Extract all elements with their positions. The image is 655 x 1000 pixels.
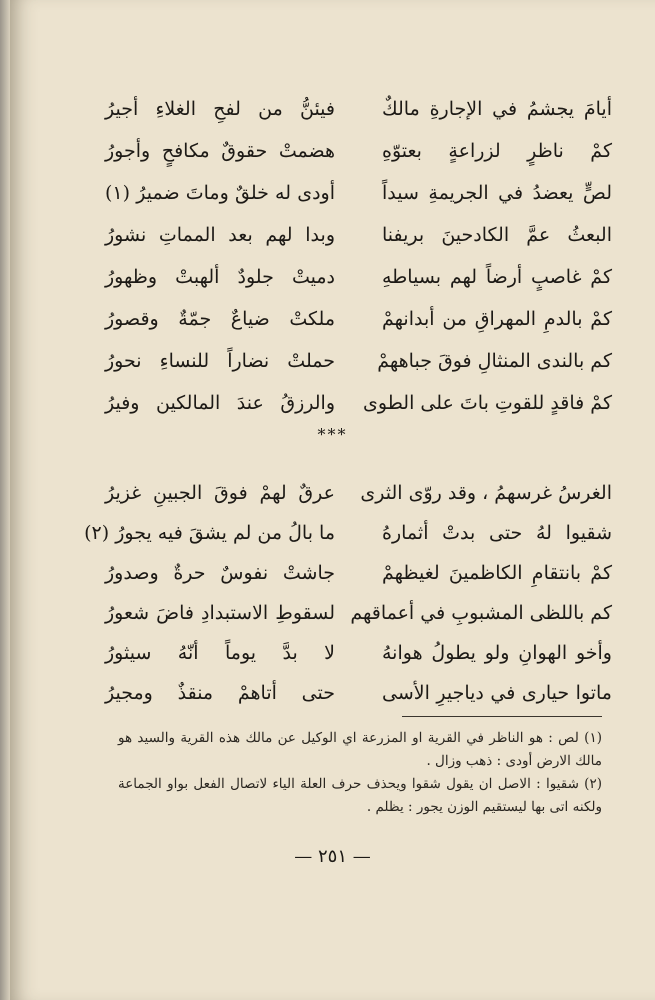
- verse-first-hemistich: كمْ ناظرٍ لزراعةٍ بعتوّهِ: [382, 140, 612, 162]
- footnote-divider: [402, 716, 602, 717]
- verse-line: [10, 298, 655, 340]
- verse-first-hemistich: ماتوا حيارى في دياجيرِ الأسى: [382, 682, 612, 704]
- stanza-separator-stars: ***: [317, 425, 348, 444]
- verse-first-hemistich: الغرسُ غرسهمُ ، وقد روّى الثرى: [360, 482, 612, 504]
- verse-line: [10, 593, 655, 633]
- verse-first-hemistich: لصٍّ يعضدُ في الجريمةِ سيداً: [382, 182, 612, 204]
- verse-line: [10, 473, 655, 513]
- footnote-1: (١) لص : هو الناظر في القرية او المزرعة اي الوكيل عن مالك هذه القرية والسيد هو مالك الارض أودى : ذهب وزال .: [118, 730, 602, 769]
- book-page: [10, 0, 655, 1000]
- verse-second-hemistich: لسقوطِ الاستبدادِ فاضَ شعورُ: [105, 602, 335, 624]
- verse-second-hemistich: ملكتْ ضياعٌ جمّةٌ وقصورُ: [105, 308, 335, 330]
- verse-first-hemistich: كم باللظى المشبوبِ في أعماقهم: [350, 602, 612, 624]
- verse-line: [10, 214, 655, 256]
- book-spine-edge: [0, 0, 10, 1000]
- verse-second-hemistich: والرزقُ عندَ المالكين وفيرُ: [105, 392, 335, 414]
- verse-second-hemistich: وبدا لهم بعد المماتِ نشورُ: [105, 224, 335, 246]
- verse-first-hemistich: شقيوا لهُ حتى بدتْ أثمارهُ: [382, 522, 612, 544]
- verse-line: [10, 172, 655, 214]
- verse-line: [10, 88, 655, 130]
- verse-second-hemistich: ما بالُ من لم يشقَ فيه يجورُ (٢): [84, 522, 335, 544]
- footnotes: [118, 727, 602, 819]
- verse-first-hemistich: أيامَ يجشمُ في الإجارةِ مالكٌ: [382, 98, 612, 120]
- verse-first-hemistich: وأخو الهوانِ ولو يطولُ هوانهُ: [382, 642, 612, 664]
- footnote-2: (٢) شقيوا : الاصل ان يقول شقوا ويحذف حرف العلة الياء لاتصال الفعل بواو الجماعة ولكنه اتى بها ليستقيم الوزن يجور : يظلم .: [118, 776, 602, 815]
- verse-first-hemistich: كمْ غاصبٍ أرضاً لهم بسياطهِ: [382, 266, 612, 288]
- verse-first-hemistich: كم بالندى المنثالِ فوقَ جباههمْ: [377, 350, 612, 372]
- verse-line: [10, 553, 655, 593]
- verse-second-hemistich: حملتْ نضاراً للنساءِ نحورُ: [105, 350, 335, 372]
- verse-line: [10, 633, 655, 673]
- verse-second-hemistich: هضمتْ حقوقٌ مكافحٍ وأجورُ: [105, 140, 335, 162]
- verse-line: [10, 513, 655, 553]
- page-number: — ٢٥١ —: [294, 846, 371, 867]
- verse-second-hemistich: فيئنُّ من لفحِ الغلاءِ أجيرُ: [105, 98, 335, 120]
- verse-line: [10, 340, 655, 382]
- verse-second-hemistich: حتى أتاهمْ منقذٌ ومجيرُ: [105, 682, 335, 704]
- verse-line: [10, 382, 655, 424]
- poem-stanza-1: [10, 88, 655, 424]
- verse-second-hemistich: أودى له خلقٌ وماتَ ضميرُ (١): [105, 182, 335, 204]
- verse-second-hemistich: لا بدَّ يوماً أنّهُ سيثورُ: [105, 642, 335, 664]
- poem-stanza-2: [10, 473, 655, 713]
- verse-second-hemistich: جاشتْ نفوسٌ حرةٌ وصدورُ: [105, 562, 335, 584]
- verse-second-hemistich: دميتْ جلودٌ ألهبتْ وظهورُ: [105, 266, 335, 288]
- verse-line: [10, 256, 655, 298]
- verse-line: [10, 673, 655, 713]
- verse-first-hemistich: كمْ بانتقامِ الكاظمينَ لغيظهمْ: [382, 562, 612, 584]
- verse-line: [10, 130, 655, 172]
- verse-first-hemistich: البعثُ عمَّ الكادحينَ بريفنا: [382, 224, 612, 246]
- verse-second-hemistich: عرقٌ لهمْ فوقَ الجبينِ غزيرُ: [105, 482, 335, 504]
- verse-first-hemistich: كمْ بالدمِ المهراقِ من أبدانهمْ: [382, 308, 612, 330]
- verse-first-hemistich: كمْ فاقدٍ للقوتِ باتَ على الطوى: [363, 392, 612, 414]
